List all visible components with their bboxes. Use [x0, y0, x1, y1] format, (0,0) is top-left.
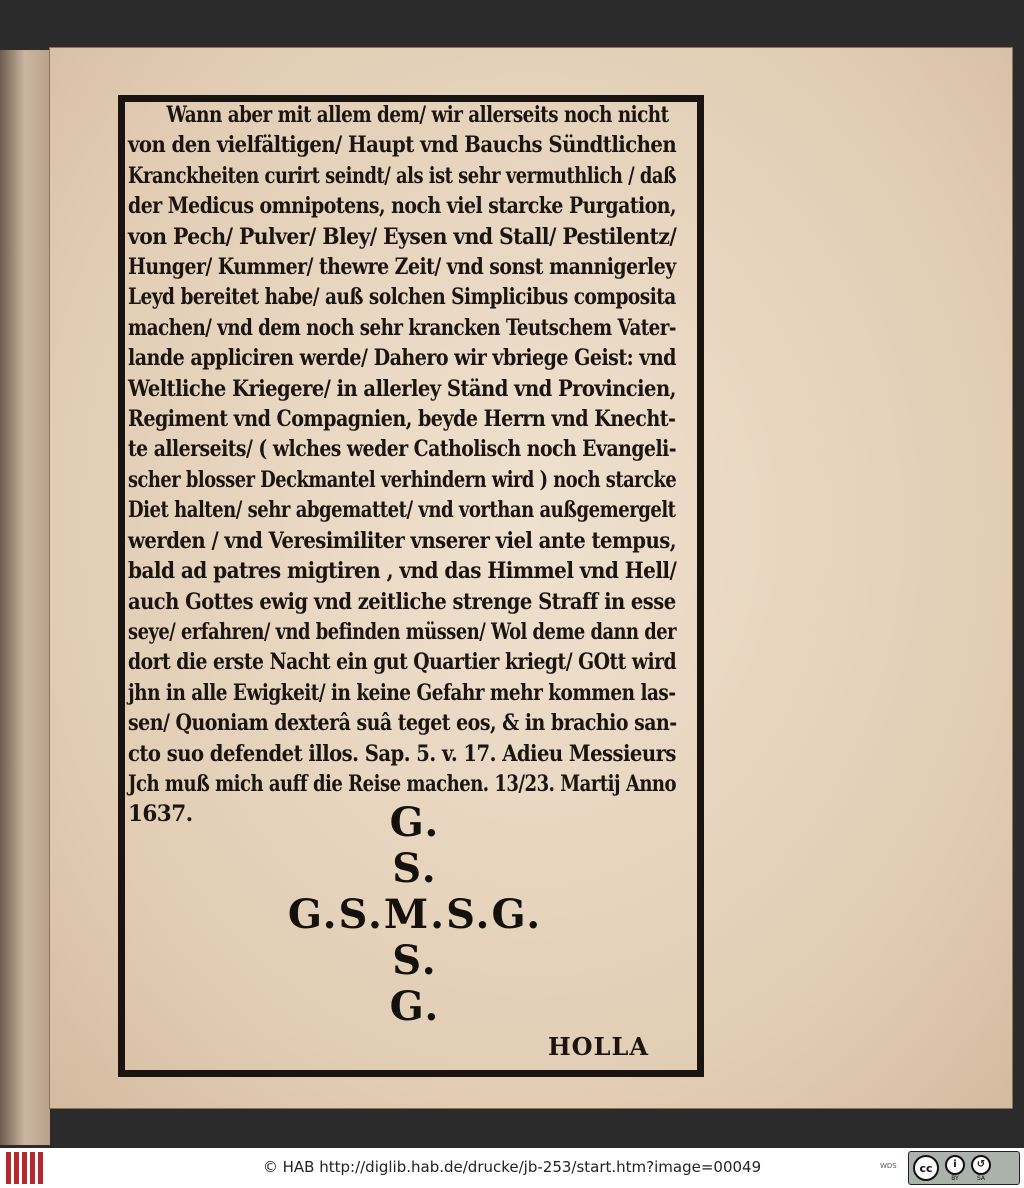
text-line: cto suo defendet illos. Sap. 5. v. 17. Adieu Messieurs [128, 740, 676, 767]
monogram-line: S. [392, 845, 438, 892]
text-line: seye/ erfahren/ vnd befinden müssen/ Wol deme dann der [128, 618, 677, 645]
monogram-signature [200, 800, 630, 1030]
text-line: Hunger/ Kummer/ thewre Zeit/ vnd sonst mannigerley [128, 254, 676, 281]
text-line: Jch muß mich auff die Reise machen. 13/23. Martij Anno [128, 770, 677, 797]
catchword: HOLLA [548, 1032, 649, 1061]
cc-license-badge[interactable] [908, 1151, 1020, 1185]
footer-bar [0, 1148, 1024, 1188]
text-line: machen/ vnd dem noch sehr krancken Teutschem Vater- [128, 314, 676, 341]
text-line: Kranckheiten curirt seindt/ als ist sehr vermuthlich / daß [128, 162, 677, 189]
text-line: scher blosser Deckmantel verhindern wird ) noch starcke [128, 466, 677, 493]
text-line: Diet halten/ sehr abgemattet/ vnd vorthan außgemergelt [128, 497, 676, 524]
by-icon: i BY [945, 1155, 965, 1182]
cc-icon: cc [913, 1155, 939, 1181]
text-line: dort die erste Nacht ein gut Quartier kriegt/ GOtt wird [128, 649, 677, 676]
body-text [128, 100, 688, 830]
text-line: jhn in alle Ewigkeit/ in keine Gefahr mehr kommen las- [128, 679, 676, 706]
sa-icon: ↺ SA [971, 1155, 991, 1182]
footer-tiny-label: WDS [880, 1162, 897, 1170]
text-line: 1637. [128, 801, 193, 828]
text-line: von den vielfältigen/ Haupt vnd Bauchs Sündtlichen [128, 132, 677, 159]
text-line: bald ad patres migtiren , vnd das Himmel vnd Hell/ [128, 558, 677, 585]
text-line: Leyd bereitet habe/ auß solchen Simplicibus composita [128, 284, 676, 311]
text-line: auch Gottes ewig vnd zeitliche strenge Straff in esse [128, 588, 676, 615]
monogram-line: G. [389, 983, 441, 1030]
text-line: werden / vnd Veresimiliter vnserer viel ante tempus, [128, 527, 677, 554]
text-line: der Medicus omnipotens, noch viel starcke Purgation, [128, 193, 677, 220]
text-line: von Pech/ Pulver/ Bley/ Eysen vnd Stall/ Pestilentz/ [128, 223, 677, 250]
text-line: sen/ Quoniam dexterâ suâ teget eos, & in brachio san- [128, 710, 677, 737]
by-label: BY [951, 1174, 959, 1182]
monogram-line: G.S.M.S.G. [287, 891, 543, 938]
previous-page-edge [0, 50, 50, 1145]
monogram-line: G. [389, 799, 441, 846]
text-line: te allerseits/ ( wlches weder Catholisch noch Evangeli- [128, 436, 677, 463]
text-line: Regiment vnd Compagnien, beyde Herrn vnd Knecht- [128, 406, 676, 433]
sa-label: SA [976, 1174, 986, 1182]
text-line: Weltliche Kriegere/ in allerley Ständ vnd Provincien, [128, 375, 676, 402]
text-line: Wann aber mit allem dem/ wir allerseits noch nicht [166, 102, 669, 128]
text-line: lande appliciren werde/ Dahero wir vbriege Geist: vnd [128, 345, 676, 372]
monogram-line: S. [392, 937, 438, 984]
citation-link[interactable]: © HAB http://diglib.hab.de/drucke/jb-253/start.htm?image=00049 [262, 1158, 762, 1176]
